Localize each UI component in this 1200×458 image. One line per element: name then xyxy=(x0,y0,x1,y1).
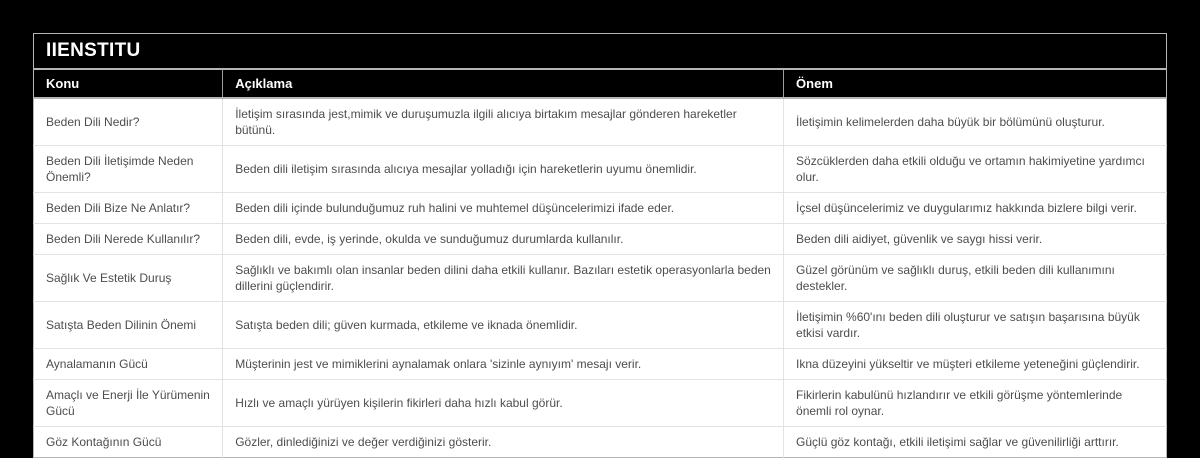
cell-onem: Fikirlerin kabulünü hızlandırır ve etkili görüşme yöntemlerinde önemli rol oynar. xyxy=(784,380,1167,427)
cell-konu: Beden Dili Nedir? xyxy=(34,98,223,146)
cell-onem: İletişimin %60'ını beden dili oluşturur ve satışın başarısına büyük etkisi vardır. xyxy=(784,302,1167,349)
cell-onem: Güçlü göz kontağı, etkili iletişimi sağlar ve güvenilirliği arttırır. xyxy=(784,427,1167,458)
table-row xyxy=(34,146,1167,193)
cell-konu: Sağlık Ve Estetik Duruş xyxy=(34,255,223,302)
table-header-row xyxy=(34,70,1167,98)
cell-aciklama: Beden dili, evde, iş yerinde, okulda ve sunduğumuz durumlarda kullanılır. xyxy=(223,224,784,255)
cell-konu: Beden Dili Nerede Kullanılır? xyxy=(34,224,223,255)
cell-konu: Aynalamanın Gücü xyxy=(34,349,223,380)
column-header-konu: Konu xyxy=(34,70,223,98)
cell-onem: Güzel görünüm ve sağlıklı duruş, etkili beden dili kullanımını destekler. xyxy=(784,255,1167,302)
table-row xyxy=(34,380,1167,427)
table-body xyxy=(34,98,1167,458)
cell-konu: Göz Kontağının Gücü xyxy=(34,427,223,458)
body-language-table xyxy=(33,70,1167,458)
table-row xyxy=(34,427,1167,458)
cell-konu: Amaçlı ve Enerji İle Yürümenin Gücü xyxy=(34,380,223,427)
content-card xyxy=(33,33,1167,458)
cell-aciklama: Satışta beden dili; güven kurmada, etkileme ve iknada önemlidir. xyxy=(223,302,784,349)
column-header-onem: Önem xyxy=(784,70,1167,98)
cell-aciklama: Beden dili iletişim sırasında alıcıya mesajlar yolladığı için hareketlerin uyumu önemlidir. xyxy=(223,146,784,193)
table-row xyxy=(34,193,1167,224)
table-row xyxy=(34,349,1167,380)
table-row xyxy=(34,255,1167,302)
cell-onem: İçsel düşüncelerimiz ve duygularımız hakkında bizlere bilgi verir. xyxy=(784,193,1167,224)
cell-aciklama: Beden dili içinde bulunduğumuz ruh halini ve muhtemel düşüncelerimizi ifade eder. xyxy=(223,193,784,224)
cell-aciklama: Hızlı ve amaçlı yürüyen kişilerin fikirleri daha hızlı kabul görür. xyxy=(223,380,784,427)
table-row xyxy=(34,224,1167,255)
table-row xyxy=(34,302,1167,349)
table-header xyxy=(34,70,1167,98)
cell-aciklama: İletişim sırasında jest,mimik ve duruşumuzla ilgili alıcıya birtakım mesajlar gönderen hareketler bütünü. xyxy=(223,98,784,146)
cell-aciklama: Müşterinin jest ve mimiklerini aynalamak onlara 'sizinle aynıyım' mesajı verir. xyxy=(223,349,784,380)
column-header-aciklama: Açıklama xyxy=(223,70,784,98)
cell-onem: İletişimin kelimelerden daha büyük bir bölümünü oluşturur. xyxy=(784,98,1167,146)
cell-onem: Sözcüklerden daha etkili olduğu ve ortamın hakimiyetine yardımcı olur. xyxy=(784,146,1167,193)
cell-konu: Satışta Beden Dilinin Önemi xyxy=(34,302,223,349)
cell-konu: Beden Dili İletişimde Neden Önemli? xyxy=(34,146,223,193)
page-title: IIENSTITU xyxy=(33,33,1167,70)
cell-aciklama: Gözler, dinlediğinizi ve değer verdiğinizi gösterir. xyxy=(223,427,784,458)
table-row xyxy=(34,98,1167,146)
cell-onem: Beden dili aidiyet, güvenlik ve saygı hissi verir. xyxy=(784,224,1167,255)
cell-onem: Ikna düzeyini yükseltir ve müşteri etkileme yeteneğini güçlendirir. xyxy=(784,349,1167,380)
cell-aciklama: Sağlıklı ve bakımlı olan insanlar beden dilini daha etkili kullanır. Bazıları estetik operasyonlarla beden dillerini güçlendirir. xyxy=(223,255,784,302)
cell-konu: Beden Dili Bize Ne Anlatır? xyxy=(34,193,223,224)
